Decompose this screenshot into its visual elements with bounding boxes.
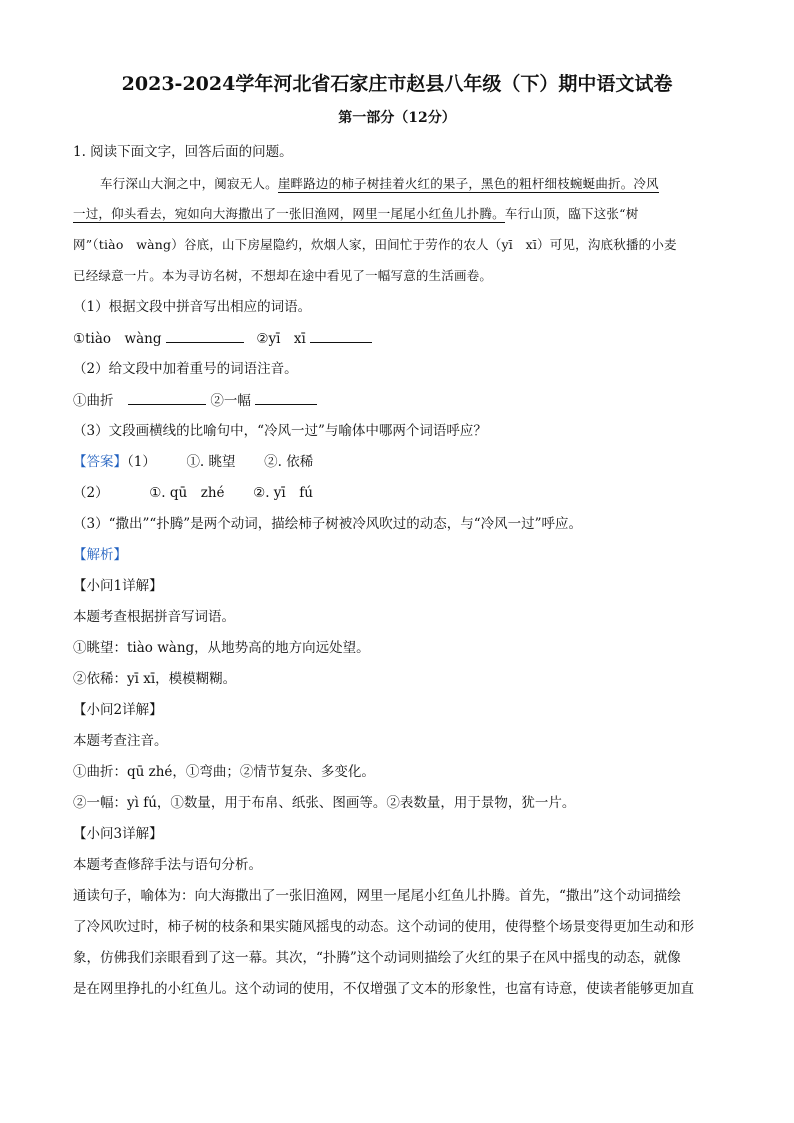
passage-line-2 [73,204,723,224]
analysis-text: ①眺望：tiào wàng，从地势高的地方向远处望。 [73,640,370,656]
answer-line-3: （3）“撒出”“扑腾”是两个动词，描绘柿子树被冷风吹过的动态，与“冷风一过”呼应。 [73,516,582,532]
answer-tag: 【答案】 [73,454,127,470]
passage-line-4: 已经绿意一片。本为寻访名树，不想却在途中看见了一幅写意的生活画卷。 [73,268,493,283]
analysis-text: ①曲折：qū zhé，①弯曲；②情节复杂、多变化。 [73,764,375,780]
answer-label: （2） [73,485,109,501]
answer-blank[interactable] [255,390,317,405]
answer-item: ①. 眺望 [186,454,236,470]
analysis-text: ②一幅：yì fú，①数量，用于布帛、纸张、图画等。②表数量，用于景物，犹一片。 [73,795,576,811]
sub-question-1-blanks [73,328,723,349]
underlined-metaphor: 一过，仰头看去，宛如向大海撒出了一张旧渔网，网里一尾尾小红鱼儿扑腾。 [73,206,505,221]
blank-label: ①tiào wàng [73,331,162,347]
analysis-heading-3: 【小问3详解】 [73,826,163,842]
passage-line-3: 网”（tiào wàng）谷底，山下房屋隐约，炊烟人家，田间忙于劳作的农人（yī xī）可见，沟底秋播的小麦 [73,237,677,252]
analysis-text: 了冷风吹过时，柿子树的枝条和果实随风摇曳的动态。这个动词的使用，使得整个场景变得更加生动和形 [73,919,694,935]
blank-label: ②一幅 [210,393,251,409]
blank-label: ②yī xī [256,331,306,347]
answer-blank[interactable] [128,390,206,405]
section-title: 第一部分（12分） [338,110,456,126]
analysis-text: ②依稀：yī xī，模模糊糊。 [73,671,237,687]
passage-text: 车行山顶，臨下这张“树 [504,206,639,221]
passage-text: 车行深山大涧之中，阒寂无人。 [100,176,278,191]
answer-blank[interactable] [310,328,372,343]
sub-question-1: （1）根据文段中拼音写出相应的词语。 [73,299,312,315]
answer-label: （1） [127,454,156,470]
sub-question-2-blanks [73,390,723,411]
analysis-heading-2: 【小问2详解】 [73,702,163,718]
analysis-text: 通读句子，喻体为：向大海撒出了一张旧渔网，网里一尾尾小红鱼儿扑腾。首先，“撒出”这个动词描绘 [73,888,681,904]
question-intro: 1. 阅读下面文字，回答后面的问题。 [73,144,293,160]
answer-item: ①. qū zhé [149,485,225,501]
blank-label: ①曲折 [73,393,114,409]
underlined-metaphor: 崖畔路边的柿子树挂着火红的果子，黑色的粗杆细枝蜿蜒曲折。 [277,176,634,191]
analysis-text: 本题考查根据拼音写词语。 [73,609,235,625]
analysis-text: 是在网里挣扎的小红鱼儿。这个动词的使用，不仅增强了文本的形象性，也富有诗意，使读者能够更加直 [73,981,694,997]
underlined-metaphor: 冷风 [633,176,659,191]
passage-line-1 [73,174,723,194]
analysis-tag: 【解析】 [73,547,127,563]
sub-question-3: （3）文段画横线的比喻句中，“冷风一过”与喻体中哪两个词语呼应？ [73,423,487,439]
answer-item: ②. yī fú [253,485,313,501]
analysis-text: 本题考查修辞手法与语句分析。 [73,857,262,873]
answer-item: ②. 依稀 [264,454,314,470]
analysis-text: 象，仿佛我们亲眼看到了这一幕。其次，“扑腾”这个动词则描绘了火红的果子在风中摇曳的动态，就像 [73,950,681,966]
answer-line-1 [73,452,723,472]
page-title: 2023-2024学年河北省石家庄市赵县八年级（下）期中语文试卷 [121,73,673,95]
analysis-text: 本题考查注音。 [73,733,168,749]
answer-line-2 [73,483,723,503]
sub-question-2: （2）给文段中加着重号的词语注音。 [73,361,298,377]
answer-blank[interactable] [166,328,244,343]
analysis-heading-1: 【小问1详解】 [73,578,163,594]
